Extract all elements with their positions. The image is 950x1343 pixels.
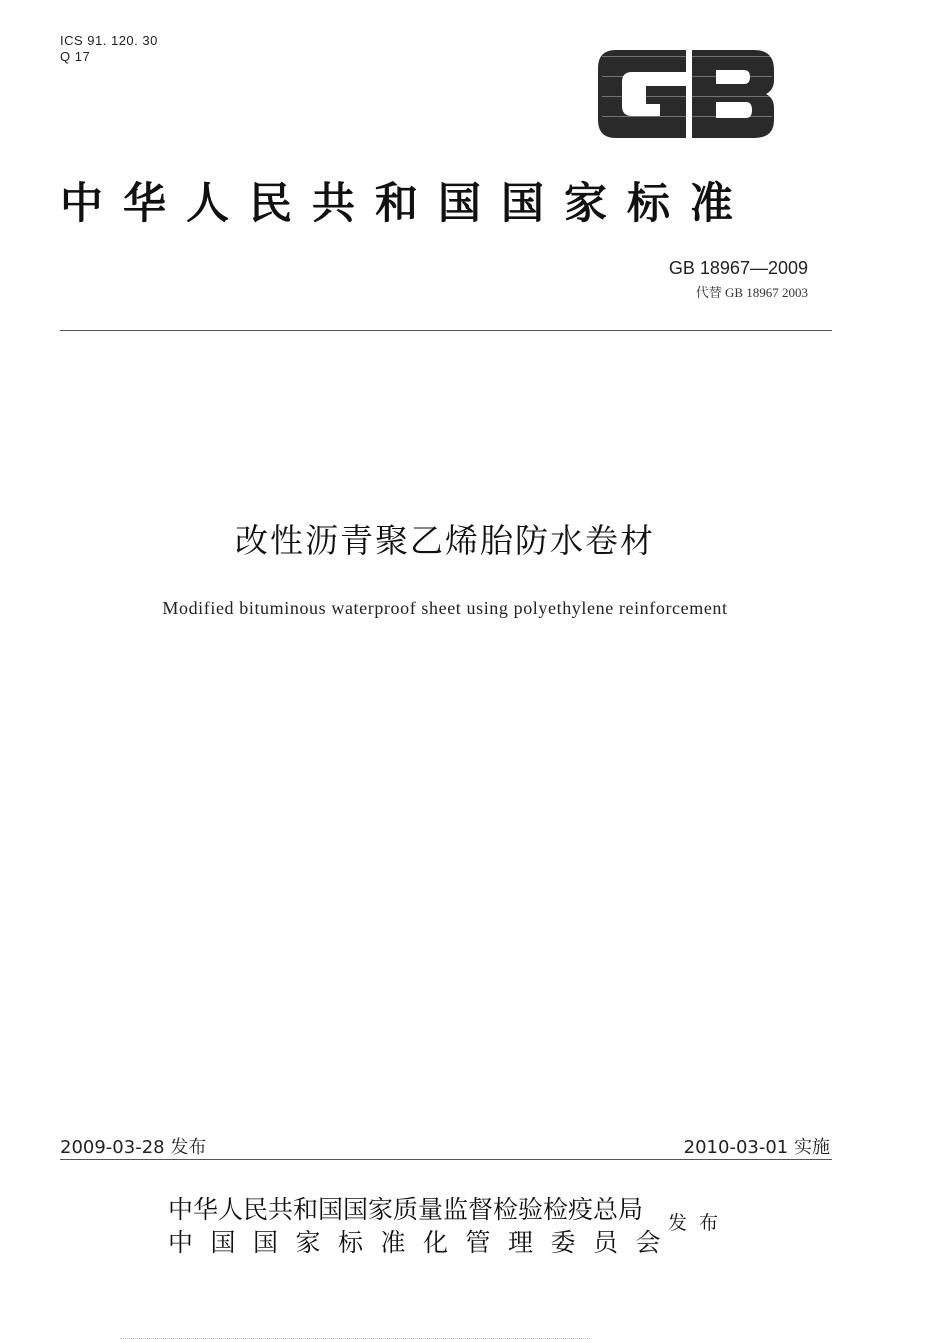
publish-label: 发布 (668, 1212, 731, 1234)
issuer-aqsiq: 中华人民共和国国家质量监督检验检疫总局 (168, 1195, 644, 1224)
ccs-code: Q 17 (60, 49, 91, 64)
page-bottom-mark (120, 1338, 590, 1339)
replaces-standard: 代替 GB 18967 2003 (695, 285, 808, 300)
standard-number: GB 18967—2009 (668, 258, 808, 278)
national-standard-title: 中华人民共和国国家标准 (60, 179, 753, 229)
implementation-date: 2010-03-01 实施 (683, 1137, 830, 1158)
classification-codes (60, 33, 158, 65)
issue-date: 2009-03-28 发布 (60, 1137, 207, 1158)
gb-logo (594, 46, 778, 142)
document-title-chinese: 改性沥青聚乙烯胎防水卷材 (235, 521, 655, 560)
ics-code: ICS 91. 120. 30 (60, 33, 158, 48)
document-title-english: Modified bituminous waterproof sheet using polyethylene reinforcement (162, 598, 728, 618)
issuer-sac: 中国国家标准化管理委员会 (168, 1228, 679, 1257)
footer-divider (60, 1159, 832, 1160)
header-divider (60, 330, 832, 331)
